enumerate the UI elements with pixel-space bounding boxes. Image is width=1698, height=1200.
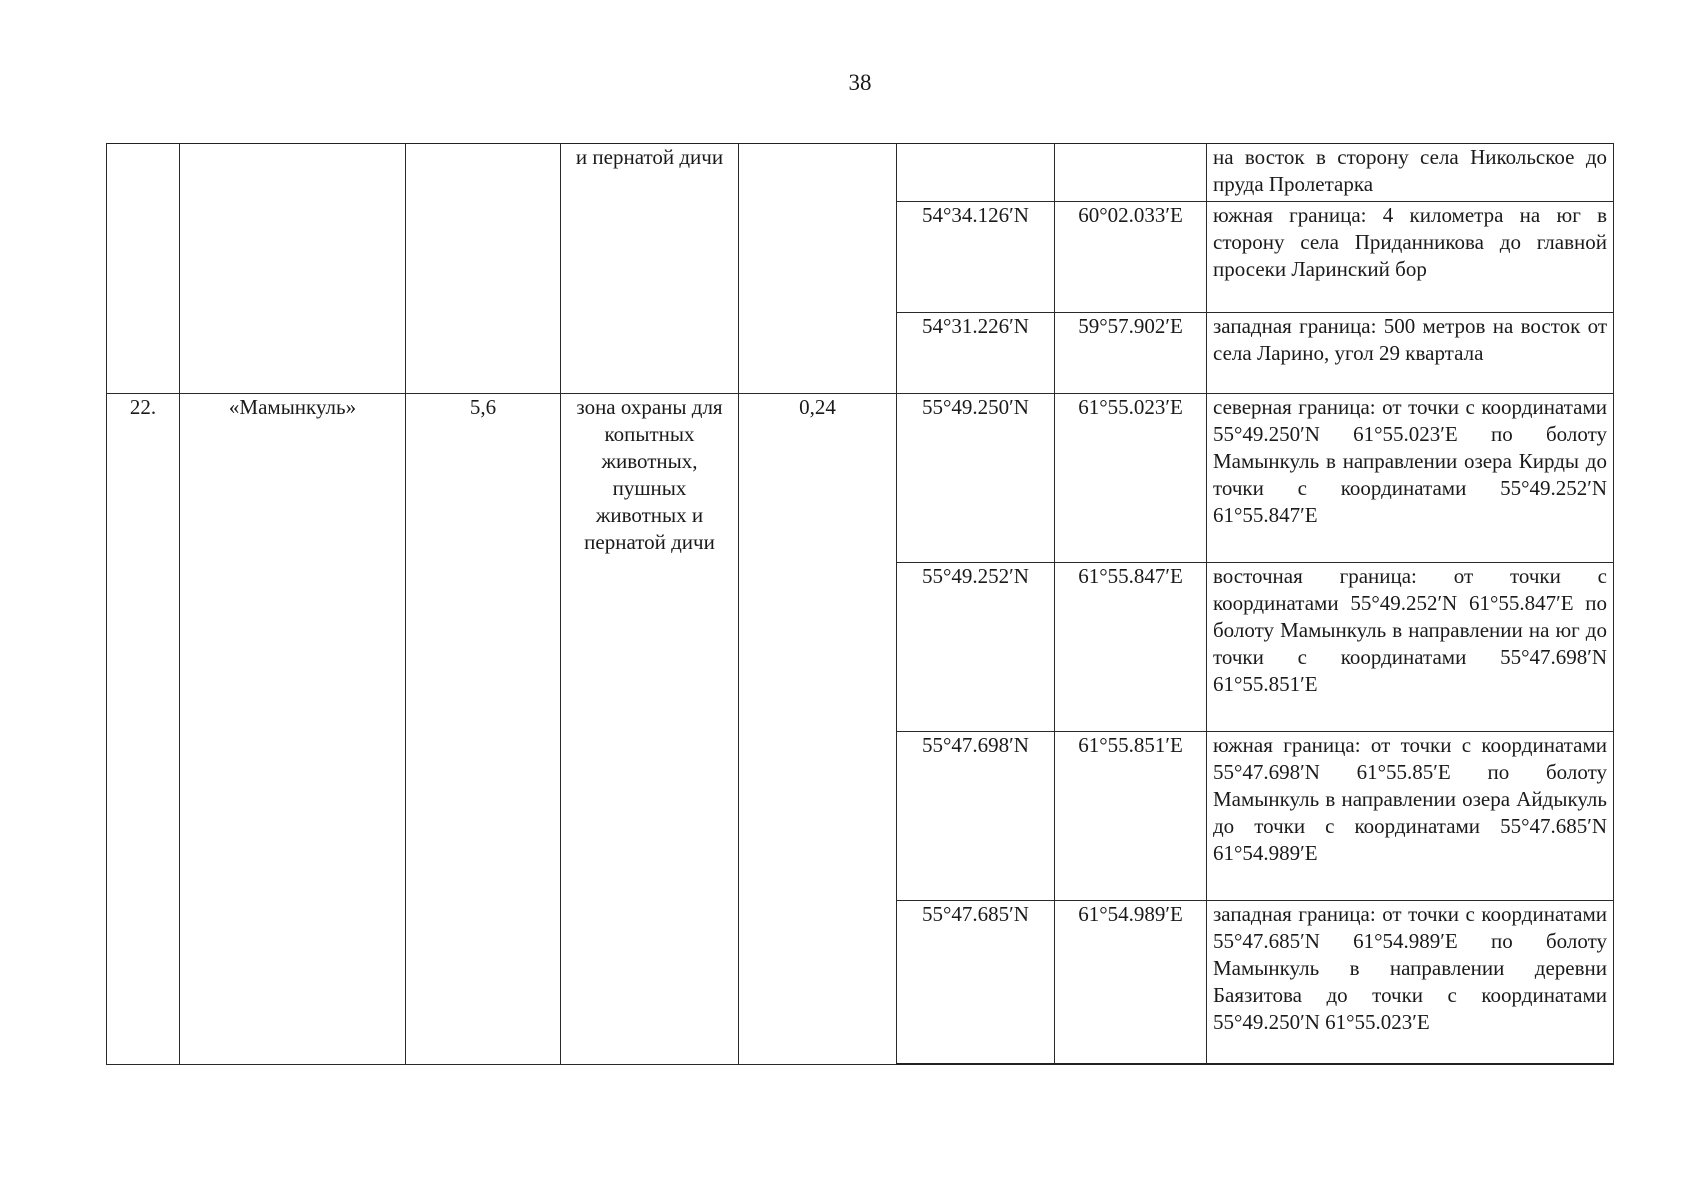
cell-share: 0,24 — [739, 394, 897, 1065]
cell-name — [180, 144, 406, 394]
cell-share — [739, 144, 897, 394]
cell-boundary-description: западная граница: 500 метров на восток от села Ларино, угол 29 квартала — [1207, 313, 1614, 394]
cell-latitude: 55°47.698′N — [897, 732, 1055, 901]
page-number: 38 — [848, 70, 872, 95]
cell-boundary-description: южная граница: от точки с координатами 55°47.698′N 61°55.85′E по болоту Мамынкуль в направлении озера Айдыкуль до точки с координатами 55°47.685′N 61°54.989′E — [1207, 732, 1614, 901]
cell-longitude: 61°54.989′E — [1055, 901, 1207, 1065]
cell-boundary-description: северная граница: от точки с координатами 55°49.250′N 61°55.023′E по болоту Мамынкуль в направлении озера Кирды до точки с координатами 55°49.252′N 61°55.847′E — [1207, 394, 1614, 563]
table-row — [107, 394, 1614, 563]
cell-boundary-description: на восток в сторону села Никольское до пруда Пролетарка — [1207, 144, 1614, 202]
cell-latitude: 55°49.250′N — [897, 394, 1055, 563]
cell-area — [406, 144, 561, 394]
cell-latitude: 54°31.226′N — [897, 313, 1055, 394]
table-row — [107, 144, 1614, 202]
cell-longitude — [1055, 144, 1207, 202]
cell-longitude: 59°57.902′E — [1055, 313, 1207, 394]
cell-longitude: 60°02.033′E — [1055, 202, 1207, 313]
cell-longitude: 61°55.023′E — [1055, 394, 1207, 563]
cell-number: 22. — [107, 394, 180, 1065]
cell-boundary-description: южная граница: 4 километра на юг в сторону села Приданникова до главной просеки Ларинский бор — [1207, 202, 1614, 313]
cell-zone-type: зона охраны для копытных животных, пушных животных и пернатой дичи — [561, 394, 739, 1065]
cell-latitude — [897, 144, 1055, 202]
cell-name: «Мамынкуль» — [180, 394, 406, 1065]
cell-area: 5,6 — [406, 394, 561, 1065]
cell-number — [107, 144, 180, 394]
cell-latitude: 55°49.252′N — [897, 563, 1055, 732]
cell-boundary-description: западная граница: от точки с координатами 55°47.685′N 61°54.989′E по болоту Мамынкуль в направлении деревни Баязитова до точки с координатами 55°49.250′N 61°55.023′E — [1207, 901, 1614, 1065]
cell-boundary-description: восточная граница: от точки с координатами 55°49.252′N 61°55.847′E по болоту Мамынкуль в направлении на юг до точки с координатами 55°47.698′N 61°55.851′E — [1207, 563, 1614, 732]
cell-longitude: 61°55.847′E — [1055, 563, 1207, 732]
cell-latitude: 54°34.126′N — [897, 202, 1055, 313]
hunting-zones-table — [106, 143, 1614, 1065]
cell-longitude: 61°55.851′E — [1055, 732, 1207, 901]
cell-zone-type: и пернатой дичи — [561, 144, 739, 394]
cell-latitude: 55°47.685′N — [897, 901, 1055, 1065]
